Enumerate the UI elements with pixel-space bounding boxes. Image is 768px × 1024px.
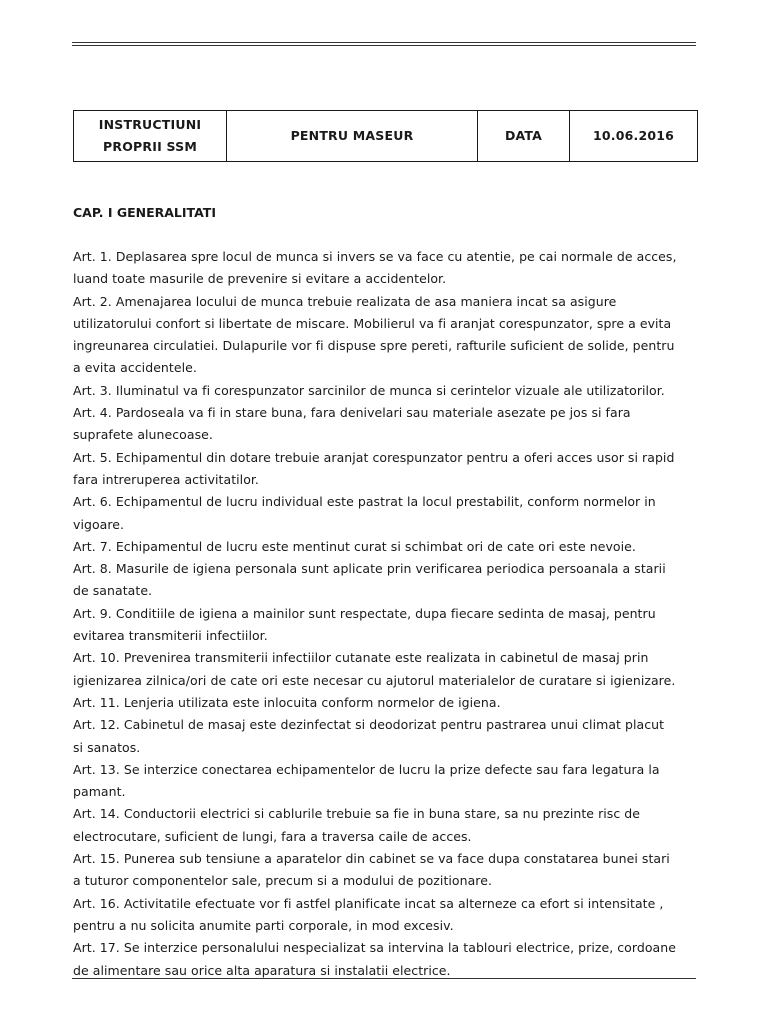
article-line: Art. 14. Conductorii electrici si cablurile trebuie sa fie in buna stare, sa nu prezinte risc de xyxy=(73,806,641,822)
article-line: Art. 10. Prevenirea transmiterii infectiilor cutanate este realizata in cabinetul de masaj prin xyxy=(73,650,649,666)
article-line: Art. 6. Echipamentul de lucru individual este pastrat la locul prestabilit, conform normelor in xyxy=(73,494,656,510)
article-line: electrocutare, suficient de lungi, fara a traversa caile de acces. xyxy=(73,828,472,844)
article-10 xyxy=(73,647,697,692)
document-type-line2: PROPRII SSM xyxy=(103,139,197,154)
article-line: Art. 17. Se interzice personalului nespecializat sa intervina la tablouri electrice, prize, cordoane xyxy=(73,940,676,956)
article-line: Art. 13. Se interzice conectarea echipamentelor de lucru la prize defecte sau fara legatura la xyxy=(73,761,660,777)
article-line: Art. 7. Echipamentul de lucru este mentinut curat si schimbat ori de cate ori este nevoie. xyxy=(73,538,636,554)
article-1 xyxy=(73,246,697,291)
article-9 xyxy=(73,603,697,648)
article-line: suprafete alunecoase. xyxy=(73,427,213,443)
article-line: Art. 1. Deplasarea spre locul de munca si invers se va face cu atentie, pe cai normale de acces, xyxy=(73,249,677,264)
article-6 xyxy=(73,491,697,536)
article-17 xyxy=(73,937,697,982)
articles-list xyxy=(73,246,697,982)
article-line: vigoare. xyxy=(73,516,125,532)
article-15 xyxy=(73,848,697,893)
article-2 xyxy=(73,291,697,380)
date-value-cell: 10.06.2016 xyxy=(570,111,698,162)
article-line: utilizatorului confort si libertate de miscare. Mobilierul va fi aranjat corespunzator, spre a evita xyxy=(73,315,672,331)
article-12 xyxy=(73,714,697,759)
article-7 xyxy=(73,536,697,558)
document-header-table xyxy=(73,110,698,162)
document-type-line1: INSTRUCTIUNI xyxy=(98,117,202,132)
document-subject-cell: PENTRU MASEUR xyxy=(227,111,478,162)
article-line: ingreunarea circulatiei. Dulapurile vor fi dispuse spre pereti, rafturile suficient de solide, pentru xyxy=(73,338,675,354)
article-line: si sanatos. xyxy=(73,739,141,755)
bottom-divider xyxy=(72,978,696,979)
article-8 xyxy=(73,558,697,603)
article-line: Art. 4. Pardoseala va fi in stare buna, fara denivelari sau materiale asezate pe jos si fara xyxy=(73,405,631,421)
document-body xyxy=(73,202,697,982)
article-11 xyxy=(73,692,697,714)
article-line: igienizarea zilnica/ori de cate ori este necesar cu ajutorul materialelor de curatare si igienizare. xyxy=(73,672,676,688)
article-3 xyxy=(73,380,697,402)
article-13 xyxy=(73,759,697,804)
chapter-title: CAP. I GENERALITATI xyxy=(73,205,216,220)
header-row xyxy=(74,111,698,162)
article-line: luand toate masurile de prevenire si evitare a accidentelor. xyxy=(73,271,447,287)
article-5 xyxy=(73,447,697,492)
document-type-cell xyxy=(74,111,227,162)
article-16 xyxy=(73,893,697,938)
article-line: a tuturor componentelor sale, precum si a modului de pozitionare. xyxy=(73,873,492,889)
article-line: Art. 15. Punerea sub tensiune a aparatelor din cabinet se va face dupa constatarea bunei stari xyxy=(73,851,670,867)
article-line: Art. 16. Activitatile efectuate vor fi astfel planificate incat sa alterneze ca efort si intensitate , xyxy=(73,895,664,911)
article-line: fara intreruperea activitatilor. xyxy=(73,471,259,487)
article-line: Art. 3. Iluminatul va fi corespunzator sarcinilor de munca si cerintelor vizuale ale utilizatorilor. xyxy=(73,382,665,398)
article-line: Art. 9. Conditiile de igiena a mainilor sunt respectate, dupa fiecare sedinta de masaj, pentru xyxy=(73,605,656,621)
article-line: Art. 2. Amenajarea locului de munca trebuie realizata de asa maniera incat sa asigure xyxy=(73,293,617,309)
article-14 xyxy=(73,803,697,848)
article-line: Art. 8. Masurile de igiena personala sunt aplicate prin verificarea periodica persoanala a starii xyxy=(73,561,666,577)
date-label-cell: DATA xyxy=(478,111,570,162)
article-line: de sanatate. xyxy=(73,583,153,599)
article-line: evitarea transmiterii infectiilor. xyxy=(73,628,268,644)
article-line: de alimentare sau orice alta aparatura si instalatii electrice. xyxy=(73,962,451,978)
article-line: Art. 11. Lenjeria utilizata este inlocuita conform normelor de igiena. xyxy=(73,694,501,710)
article-line: Art. 5. Echipamentul din dotare trebuie aranjat corespunzator pentru a oferi acces usor si rapid xyxy=(73,449,675,465)
article-line: pentru a nu solicita anumite parti corporale, in mod excesiv. xyxy=(73,917,454,933)
top-divider xyxy=(72,42,696,46)
article-line: Art. 12. Cabinetul de masaj este dezinfectat si deodorizat pentru pastrarea unui climat placut xyxy=(73,717,665,733)
article-line: a evita accidentele. xyxy=(73,360,197,376)
article-line: pamant. xyxy=(73,784,126,800)
article-4 xyxy=(73,402,697,447)
